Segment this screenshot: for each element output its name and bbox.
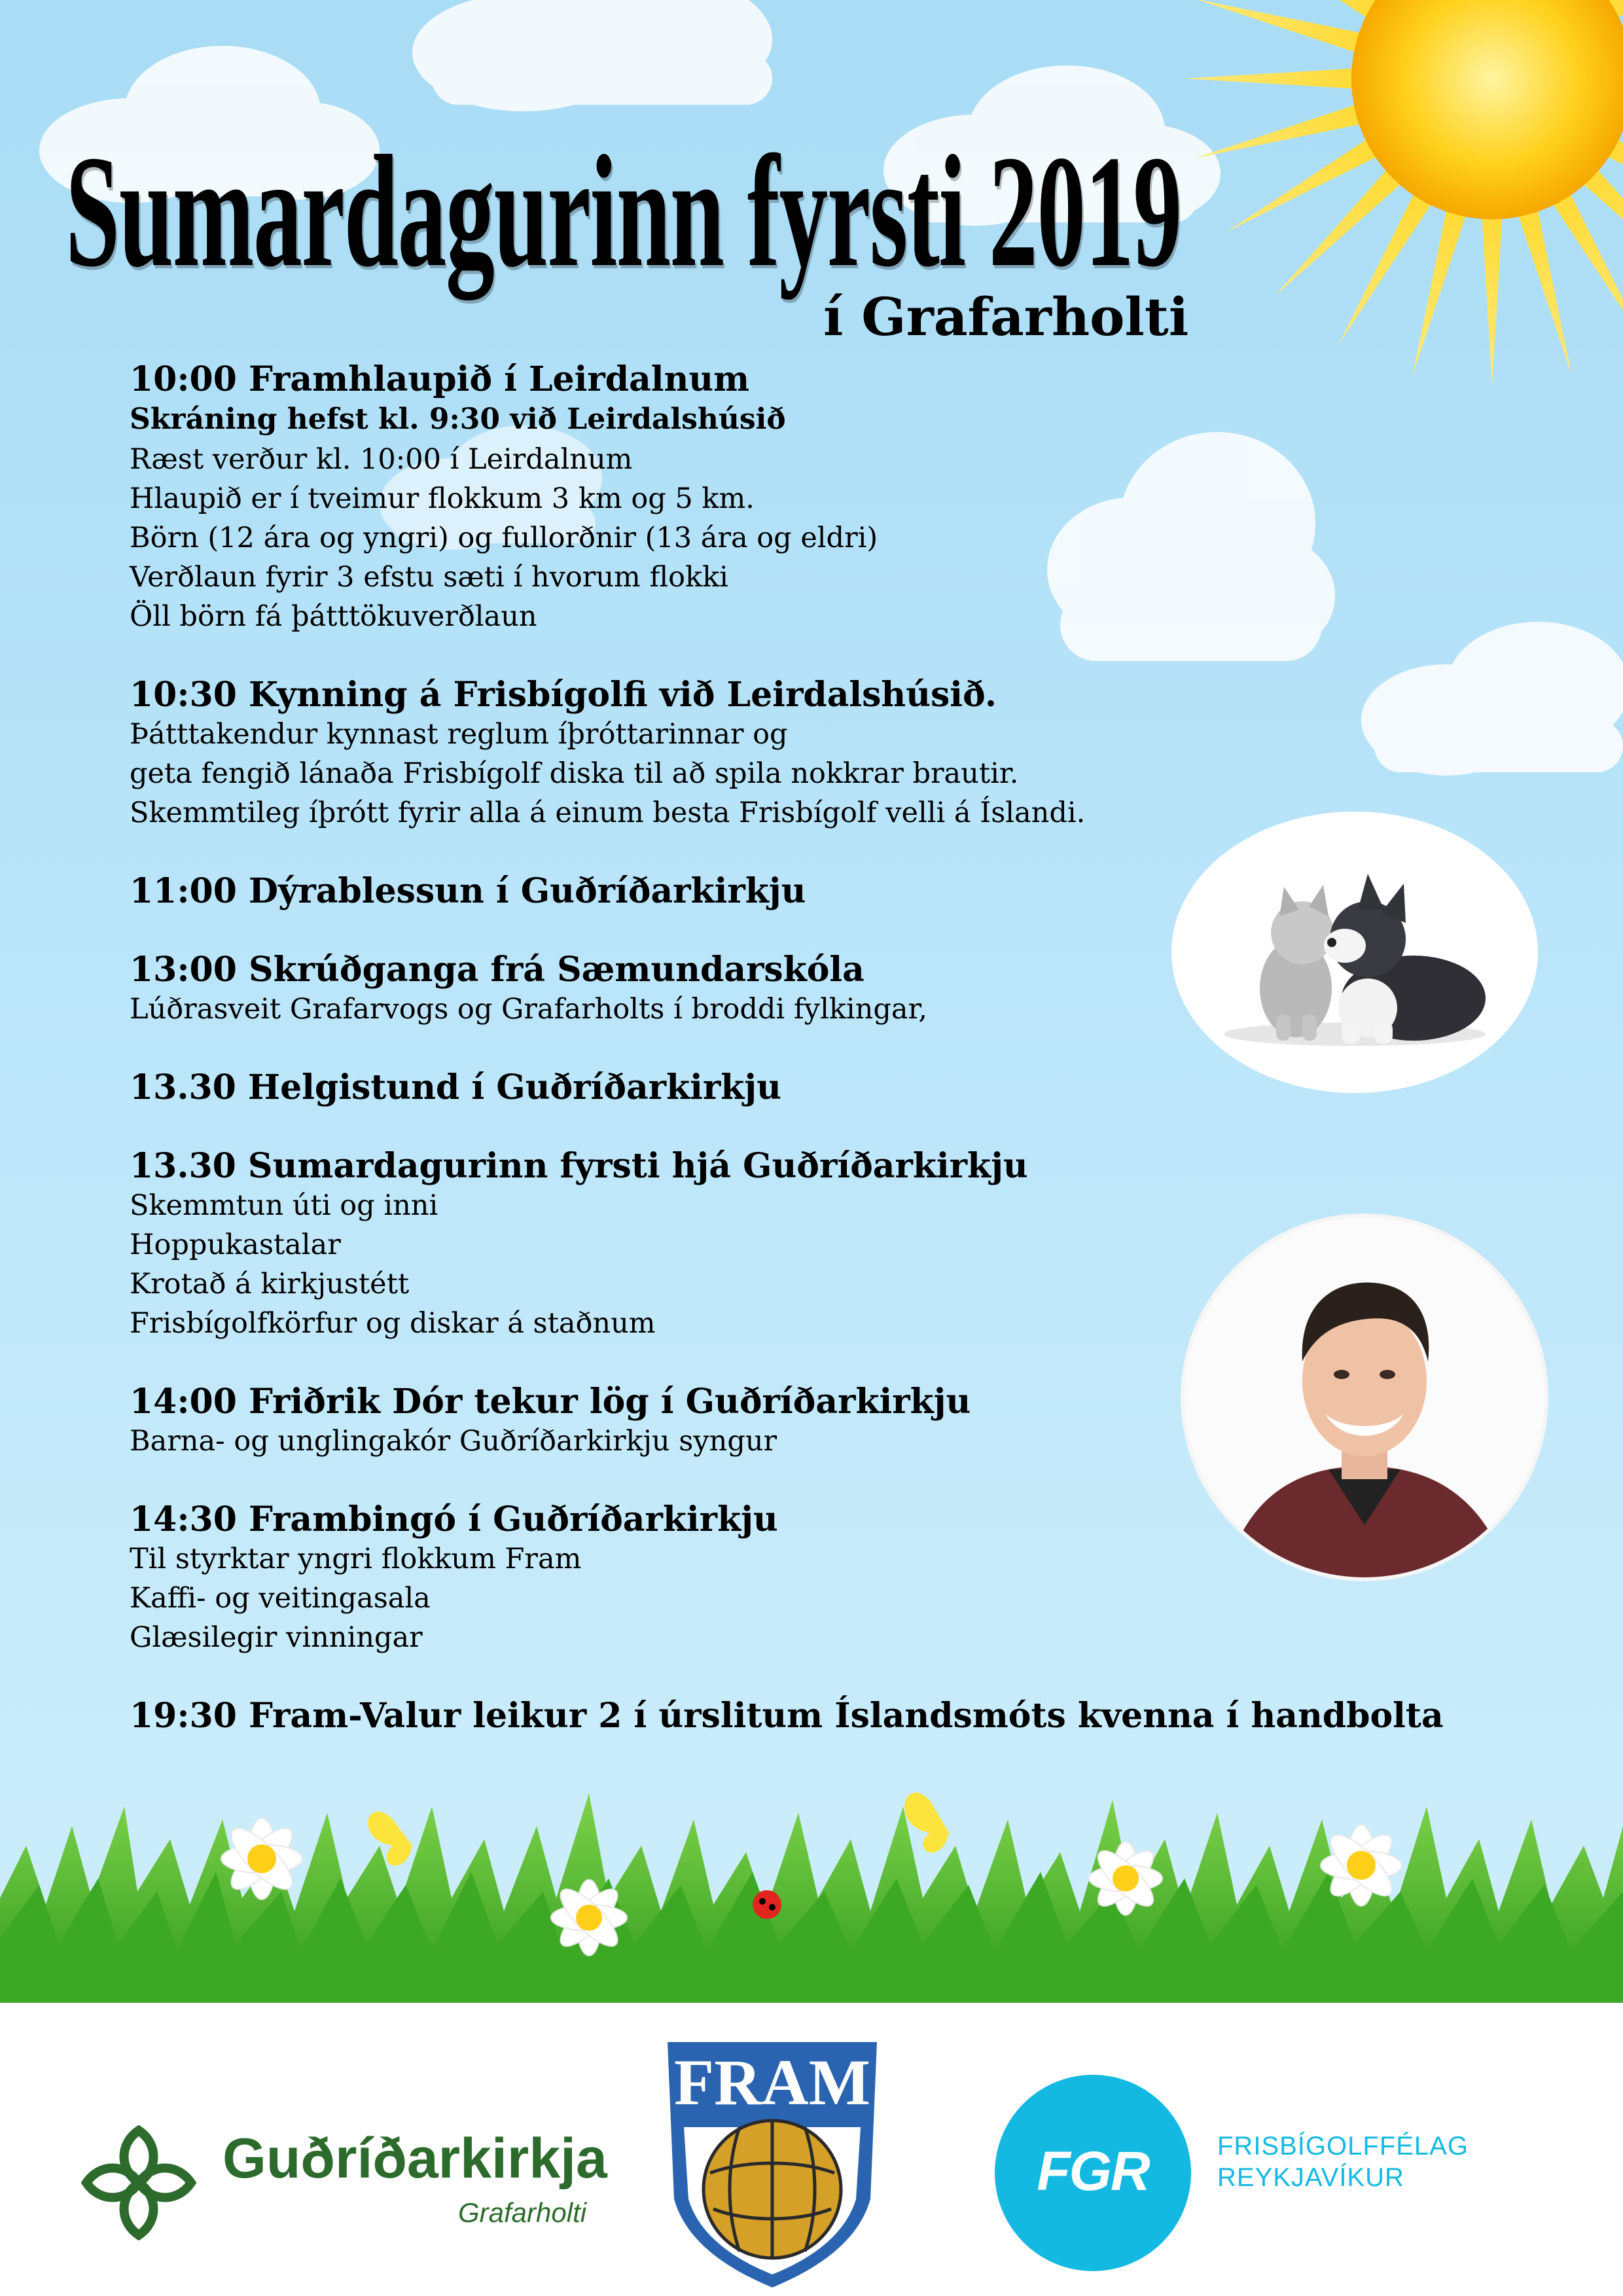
event-heading: 10:30 Kynning á Frisbígolfi við Leirdalshúsið. [130,675,997,715]
event-item [130,1696,1556,1736]
fgr-club-name [1217,2130,1469,2193]
fridrik-dor-photo [1185,1217,1544,1577]
event-heading: 13.30 Sumardagurinn fyrsti hjá Guðríðarkirkju [130,1146,1028,1186]
event-detail: Skemmtun úti og inni [130,1189,438,1222]
event-detail: Ræst verður kl. 10:00 í Leirdalnum [130,443,633,476]
event-item [130,675,1556,833]
fram-logo-text: FRAM [674,2046,870,2119]
kitten-puppy-photo [1171,812,1538,1093]
event-heading: 19:30 Fram-Valur leikur 2 í úrslitum Íslandsmóts kvenna í handbolta [130,1696,1444,1736]
event-detail: Frisbígolfkörfur og diskar á staðnum [130,1307,656,1340]
event-detail: geta fengið lánaða Frisbígolf diska til að spila nokkrar brautir. [130,757,1019,790]
event-subheading: Skráning hefst kl. 9:30 við Leirdalshúsið [130,403,786,436]
event-detail: Kaffi- og veitingasala [130,1582,431,1615]
event-heading: 14:00 Friðrik Dór tekur lög í Guðríðarkirkju [130,1382,971,1422]
poster-title: Sumardagurinn fyrsti 2019 [65,122,1181,300]
fgr-logo-text: FGR [1037,2140,1149,2202]
cloud-illustration [406,0,798,118]
event-heading: 10:00 Framhlaupið í Leirdalnum [130,359,750,399]
event-heading: 13.30 Helgistund í Guðríðarkirkju [130,1067,781,1107]
fgr-name-line2: REYKJAVÍKUR [1217,2163,1404,2192]
church-name: Guðríðarkirkja [223,2127,607,2190]
sponsor-footer [0,2003,1623,2296]
event-detail: Lúðrasveit Grafarvogs og Grafarholts í broddi fylkingar, [130,993,927,1026]
event-item [130,360,1556,636]
event-detail: Öll börn fá þátttökuverðlaun [130,600,537,633]
church-knot-logo-icon [73,2117,204,2248]
event-detail: Til styrktar yngri flokkum Fram [130,1543,582,1575]
event-heading: 13:00 Skrúðganga frá Sæmundarskóla [130,950,865,990]
event-detail: Skemmtileg íþrótt fyrir alla á einum besta Frisbígolf velli á Íslandi. [130,797,1086,829]
church-location: Grafarholti [458,2197,587,2228]
event-detail: Krotað á kirkjustétt [130,1268,410,1300]
sun-illustration [1165,0,1623,406]
grass-flowers-illustration [0,1767,1623,2003]
event-heading: 14:30 Frambingó í Guðríðarkirkju [130,1499,778,1539]
event-detail: Börn (12 ára og yngri) og fullorðnir (13 ára og eldri) [130,522,878,554]
event-detail: Glæsilegir vinningar [130,1621,423,1654]
event-heading: 11:00 Dýrablessun í Guðríðarkirkju [130,871,806,911]
event-detail: Hoppukastalar [130,1229,341,1261]
event-detail: Barna- og unglingakór Guðríðarkirkju syngur [130,1425,777,1458]
poster-subtitle: í Grafarholti [823,286,1189,348]
fram-club-logo [648,2029,897,2291]
event-detail: Þátttakendur kynnast reglum íþróttarinnar og [130,718,788,751]
fgr-name-line1: FRISBÍGOLFFÉLAG [1217,2132,1469,2161]
event-detail: Hlaupið er í tveimur flokkum 3 km og 5 km. [130,482,755,515]
event-detail: Verðlaun fyrir 3 efstu sæti í hvorum flokki [130,561,728,594]
